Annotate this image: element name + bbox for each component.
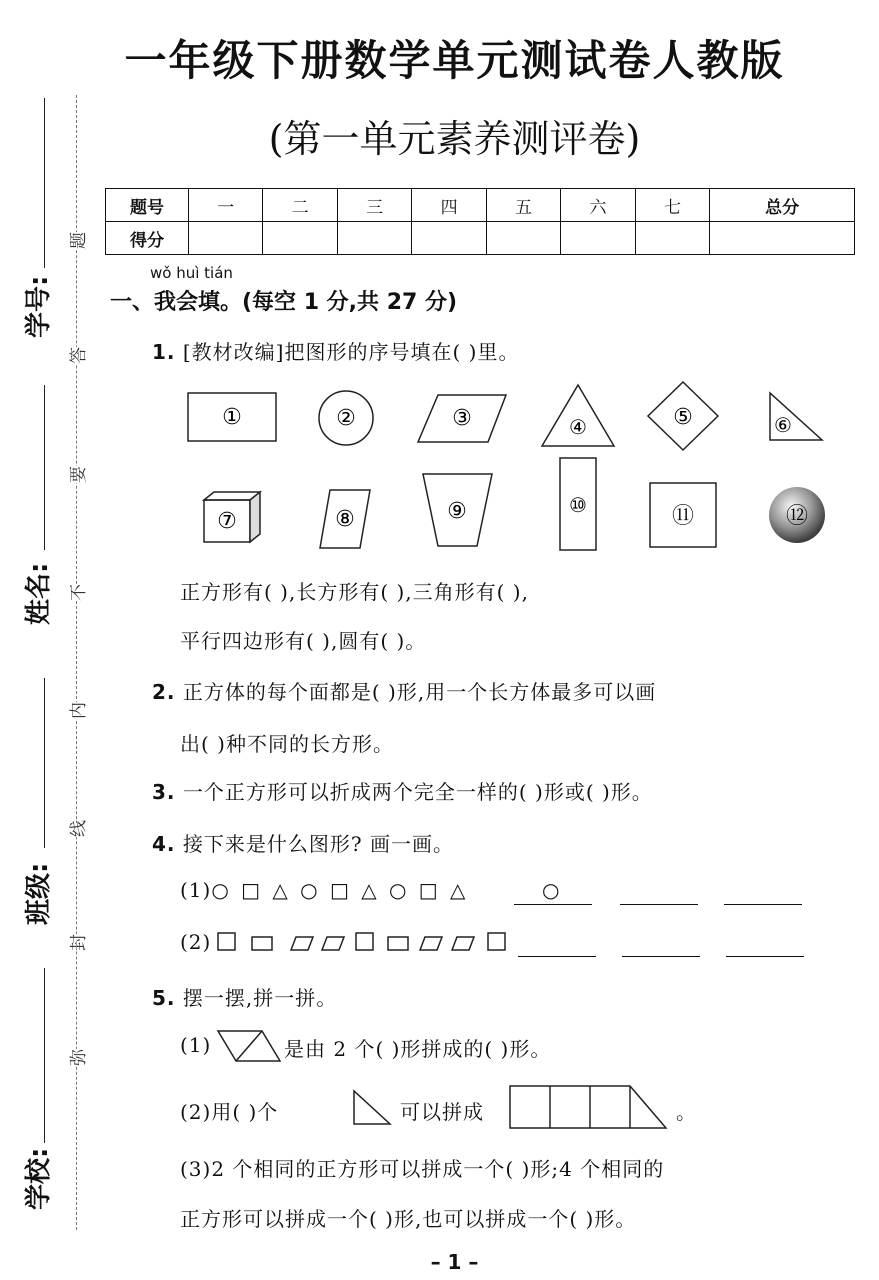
question-1 — [152, 336, 519, 365]
page-number: – 1 – — [430, 1250, 479, 1274]
score-cell-header: 七 — [635, 189, 709, 222]
q5-part-1-text[interactable]: 是由 2 个( )形拼成的( )形。 — [284, 1037, 552, 1061]
seal-char: 线 — [64, 820, 89, 837]
question-number: 4. — [152, 832, 176, 856]
seal-char: 封 — [64, 934, 89, 951]
q1-answer-line-2[interactable]: 平行四边形有( ),圆有( )。 — [180, 629, 427, 653]
score-cell-input[interactable] — [263, 222, 337, 255]
q4-answer-blank[interactable] — [518, 956, 596, 957]
score-cell-input[interactable] — [635, 222, 709, 255]
question-number: 3. — [152, 780, 176, 804]
q5-part-2-end: 。 — [676, 1100, 697, 1124]
q4-row-2-sequence — [214, 930, 514, 956]
section-pinyin: wǒ huì tián — [150, 264, 233, 282]
seal-char: 弥 — [64, 1049, 89, 1066]
shape-label: ④ — [569, 415, 587, 439]
q5-parallelogram-figure — [216, 1028, 282, 1064]
q5-part-3-line-2[interactable]: 正方形可以拼成一个( )形,也可以拼成一个( )形。 — [180, 1207, 637, 1231]
seq-parallelogram-icon — [291, 937, 313, 950]
q5-composite-figure — [508, 1084, 670, 1132]
name-line[interactable] — [44, 385, 45, 550]
score-cell-header: 六 — [561, 189, 635, 222]
q4-example-answer: ○ — [542, 878, 561, 902]
student-id-line[interactable] — [44, 98, 45, 268]
shape-cube-side — [250, 492, 260, 542]
q4-row-label: (2) — [180, 930, 212, 954]
seq-parallelogram-icon — [322, 937, 344, 950]
score-cell-input[interactable] — [189, 222, 263, 255]
question-2-line-2[interactable]: 出( )种不同的长方形。 — [180, 732, 394, 756]
question-text[interactable]: 一个正方形可以折成两个完全一样的( )形或( )形。 — [182, 780, 653, 804]
seq-parallelogram-icon — [452, 937, 474, 950]
shape-label: ② — [336, 406, 356, 431]
seq-rectangle-icon — [388, 937, 408, 950]
shape-label: ⑪ — [671, 504, 695, 529]
score-table-header-row — [106, 189, 855, 222]
q4-answer-blank[interactable] — [726, 956, 804, 957]
seq-square-icon — [218, 933, 235, 950]
seq-square-icon — [356, 933, 373, 950]
shape-label: ③ — [452, 406, 472, 431]
score-cell-header: 总分 — [710, 189, 855, 222]
student-id-label: 学号: — [24, 275, 54, 338]
question-text: 摆一摆,拼一拼。 — [182, 986, 338, 1010]
seal-char: 题 — [64, 232, 89, 249]
seq-parallelogram-icon — [420, 937, 442, 950]
score-cell-header: 一 — [189, 189, 263, 222]
q5-part-1-label: (1) — [180, 1033, 212, 1057]
score-cell-label: 得分 — [106, 222, 189, 255]
q4-answer-blank[interactable] — [622, 956, 700, 957]
section-heading: 一、我会填。(每空 1 分,共 27 分) — [110, 290, 458, 315]
q5-triangle-figure — [350, 1088, 394, 1128]
q5-triangle-outline — [354, 1091, 390, 1124]
shape-label: ⑦ — [217, 509, 237, 534]
shape-label: ⑨ — [447, 499, 467, 524]
q4-row-label: (1) — [180, 878, 212, 902]
page-title: 一年级下册数学单元测试卷人教版 — [124, 36, 785, 85]
question-text[interactable]: 正方体的每个面都是( )形,用一个长方体最多可以画 — [182, 680, 657, 704]
score-cell-input[interactable] — [412, 222, 486, 255]
school-line[interactable] — [44, 968, 45, 1143]
seq-rectangle-icon — [252, 937, 272, 950]
seal-char: 要 — [64, 466, 89, 483]
q5-part-2-label[interactable]: (2)用( )个 — [180, 1100, 279, 1124]
seq-square-icon — [488, 933, 505, 950]
question-3 — [152, 776, 653, 805]
shape-label: ⑧ — [335, 507, 355, 532]
score-cell-header: 二 — [263, 189, 337, 222]
q4-sequence: ○ □ △ ○ □ △ ○ □ △ — [211, 878, 469, 902]
shape-label: ⑫ — [785, 504, 809, 529]
name-label: 姓名: — [24, 562, 54, 625]
question-text: [教材改编]把图形的序号填在( )里。 — [182, 340, 520, 364]
seal-char: 内 — [64, 702, 89, 719]
score-cell-header: 五 — [486, 189, 560, 222]
question-5 — [152, 982, 337, 1011]
q4-row-1 — [180, 878, 468, 902]
question-number: 1. — [152, 340, 176, 364]
question-text: 接下来是什么图形? 画一画。 — [182, 832, 454, 856]
score-cell-label: 题号 — [106, 189, 189, 222]
class-line[interactable] — [44, 678, 45, 848]
q5-part-3-line-1[interactable]: (3)2 个相同的正方形可以拼成一个( )形;4 个相同的 — [180, 1157, 665, 1181]
score-table-score-row — [106, 222, 855, 255]
score-table — [105, 188, 855, 255]
question-2 — [152, 676, 656, 705]
question-number: 5. — [152, 986, 176, 1010]
seal-char: 答 — [64, 347, 89, 364]
question-4 — [152, 828, 454, 857]
q5-parallelogram-diagonal — [236, 1031, 262, 1061]
score-cell-input[interactable] — [710, 222, 855, 255]
score-cell-input[interactable] — [337, 222, 411, 255]
q5-part-2-text: 可以拼成 — [400, 1100, 484, 1124]
class-label: 班级: — [24, 862, 54, 925]
q4-answer-blank[interactable] — [724, 904, 802, 905]
seal-char: 不 — [64, 584, 89, 601]
q5-composite-outline — [510, 1086, 666, 1128]
q4-answer-blank[interactable] — [620, 904, 698, 905]
page-subtitle: (第一单元素养测评卷) — [268, 117, 641, 161]
q1-answer-line-1[interactable]: 正方形有( ),长方形有( ),三角形有( ), — [180, 580, 529, 604]
score-cell-input[interactable] — [486, 222, 560, 255]
score-cell-header: 四 — [412, 189, 486, 222]
shape-label: ⑤ — [673, 405, 693, 430]
score-cell-input[interactable] — [561, 222, 635, 255]
question-number: 2. — [152, 680, 176, 704]
q4-answer-blank[interactable] — [514, 904, 592, 905]
school-label: 学校: — [24, 1147, 54, 1210]
shape-label: ⑥ — [774, 413, 792, 437]
shape-label: ① — [222, 405, 242, 430]
shape-label: ⑩ — [569, 493, 587, 517]
score-cell-header: 三 — [337, 189, 411, 222]
q1-shapes-figure — [170, 380, 850, 560]
q4-row-2 — [180, 930, 211, 954]
